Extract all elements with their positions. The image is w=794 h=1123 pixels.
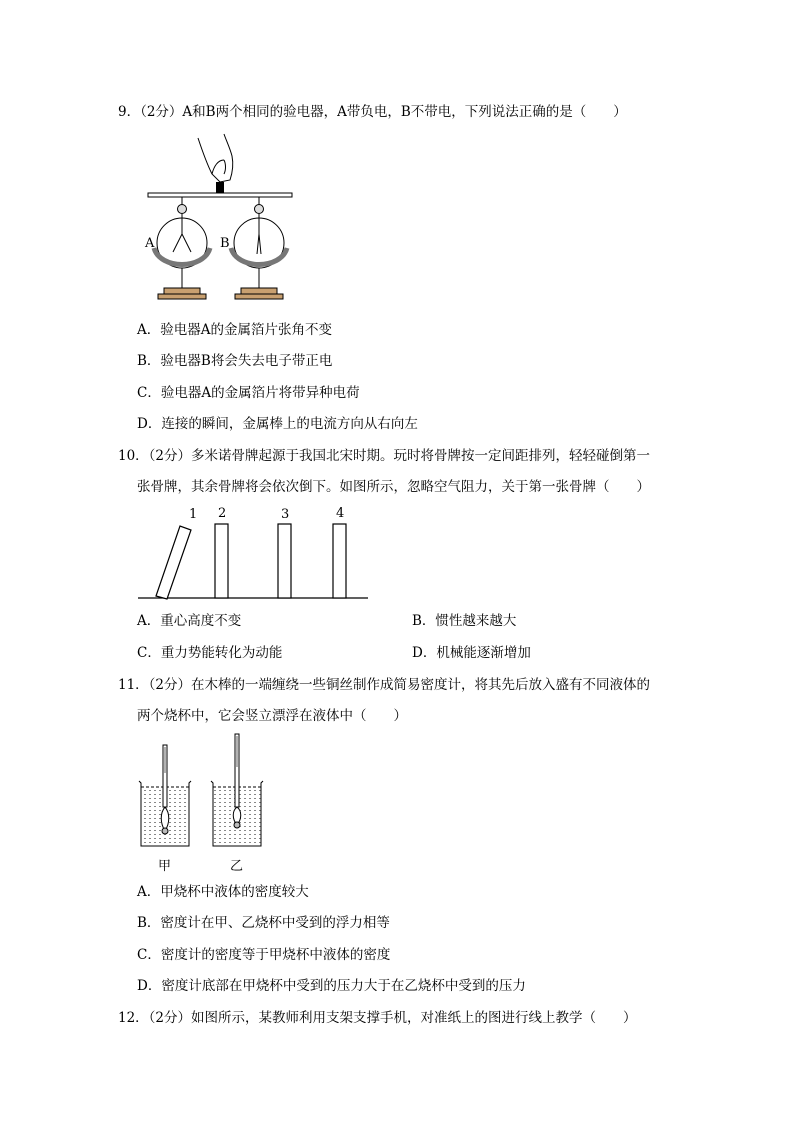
label-b: B: [220, 236, 230, 251]
question-10-stem-line1: 10．（2分）多米诺骨牌起源于我国北宋时期。玩时将骨牌按一定间距排列，轻轻碰倒第一: [118, 448, 651, 464]
q10-option-a[interactable]: A．重心高度不变: [137, 613, 242, 629]
q10-option-d[interactable]: D．机械能逐渐增加: [412, 645, 531, 661]
q9-option-d[interactable]: D．连接的瞬间，金属棒上的电流方向从右向左: [137, 416, 418, 432]
domino-2: [215, 524, 228, 598]
q9-option-c[interactable]: C．验电器A的金属箔片将带异种电荷: [137, 385, 360, 401]
hydrometer-yi: [233, 734, 241, 828]
question-11-stem-line2: 两个烧杯中，它会竖立漂浮在液体中（ ）: [137, 708, 407, 724]
q9-option-a[interactable]: A．验电器A的金属箔片张角不变: [137, 322, 332, 338]
label-a: A: [145, 236, 155, 251]
question-11-stem-line1: 11．（2分）在木棒的一端缠绕一些铜丝制作成简易密度计，将其先后放入盛有不同液体的: [118, 677, 651, 693]
question-12-stem: 12．（2分）如图所示，某教师利用支架支撑手机，对准纸上的图进行线上教学（ ）: [118, 1010, 637, 1026]
hand-illustration: [198, 134, 233, 182]
electroscope-b: [231, 197, 287, 299]
label-jia: 甲: [158, 859, 172, 874]
beaker-jia: [139, 745, 191, 846]
label-yi: 乙: [230, 859, 244, 874]
metal-rod: [148, 193, 292, 197]
electroscope-a: [154, 197, 210, 299]
q11-option-c[interactable]: C．密度计的密度等于甲烧杯中液体的密度: [137, 947, 391, 963]
domino-label-4: 4: [336, 506, 345, 521]
hydrometer-figure: [138, 733, 268, 874]
q10-option-b[interactable]: B．惯性越来越大: [412, 613, 517, 629]
q9-option-b[interactable]: B．验电器B将会失去电子带正电: [137, 353, 333, 369]
q11-option-a[interactable]: A．甲烧杯中液体的密度较大: [137, 884, 309, 900]
domino-label-2: 2: [218, 506, 227, 521]
domino-label-3: 3: [281, 507, 290, 522]
electroscope-figure: [140, 130, 300, 305]
domino-4: [333, 524, 346, 598]
rod-holder: [216, 182, 224, 194]
q11-option-b[interactable]: B．密度计在甲、乙烧杯中受到的浮力相等: [137, 915, 390, 931]
question-10-stem-line2: 张骨牌，其余骨牌将会依次倒下。如图所示，忽略空气阻力，关于第一张骨牌（ ）: [137, 479, 650, 495]
q11-option-d[interactable]: D．密度计底部在甲烧杯中受到的压力大于在乙烧杯中受到的压力: [137, 978, 526, 994]
q10-option-c[interactable]: C．重力势能转化为动能: [137, 645, 283, 661]
beaker-yi: [211, 734, 263, 846]
domino-3: [278, 524, 291, 598]
dominoes-figure: [138, 505, 370, 605]
question-9-stem: 9．（2分）A和B两个相同的验电器，A带负电，B不带电，下列说法正确的是（ ）: [118, 104, 627, 120]
domino-1: [156, 526, 191, 599]
domino-label-1: 1: [189, 507, 198, 522]
